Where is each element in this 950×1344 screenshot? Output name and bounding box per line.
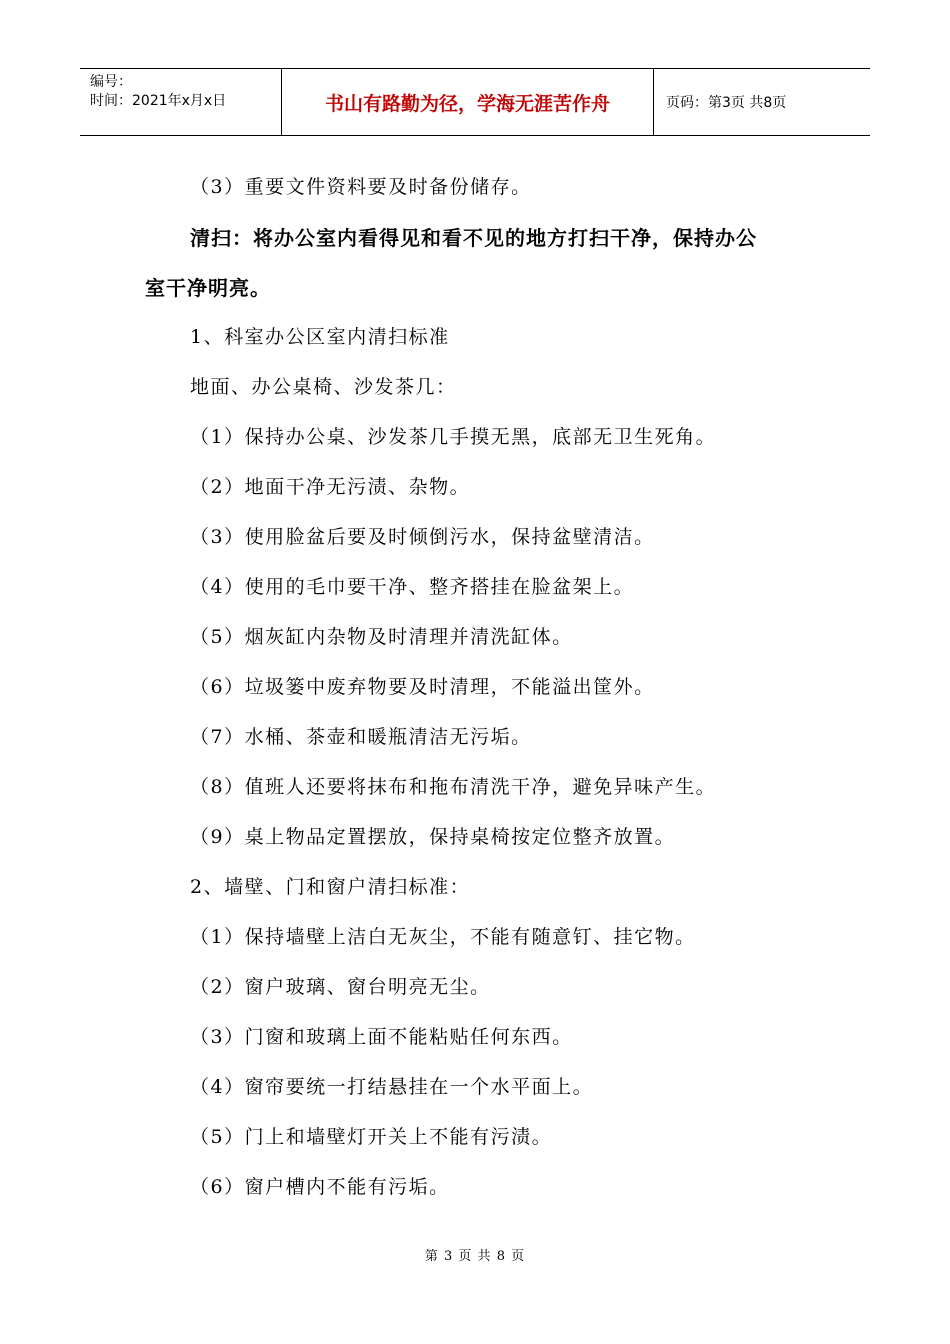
list-item: （8）值班人还要将抹布和拖布清洗干净，避免异味产生。 xyxy=(190,776,717,798)
page-header xyxy=(80,68,870,136)
page-footer: 第 3 页 共 8 页 xyxy=(424,1249,526,1264)
list-item: （4）窗帘要统一打结悬挂在一个水平面上。 xyxy=(190,1076,594,1098)
list-item: （9）桌上物品定置摆放，保持桌椅按定位整齐放置。 xyxy=(190,826,676,848)
list-item: （3）门窗和玻璃上面不能粘贴任何东西。 xyxy=(190,1026,573,1048)
subsection-heading: 2、墙壁、门和窗户清扫标准： xyxy=(190,876,471,898)
list-item: （4）使用的毛巾要干净、整齐搭挂在脸盆架上。 xyxy=(190,576,635,598)
list-item: （1）保持墙壁上洁白无灰尘，不能有随意钉、挂它物。 xyxy=(190,926,696,948)
list-item: （1）保持办公桌、沙发茶几手摸无黑，底部无卫生死角。 xyxy=(190,426,717,448)
subsection-heading: 1、科室办公区室内清扫标准 xyxy=(190,326,450,348)
header-motto: 书山有路勤为径，学海无涯苦作舟 xyxy=(282,69,654,135)
section-heading-cleaning-cont: 室干净明亮。 xyxy=(145,276,271,300)
time-label: 时间：2021年x月x日 xyxy=(90,93,227,109)
text-line: （3）重要文件资料要及时备份储存。 xyxy=(190,176,532,198)
header-page-code: 页码：第3页 共8页 xyxy=(666,95,787,111)
list-item: （3）使用脸盆后要及时倾倒污水，保持盆壁清洁。 xyxy=(190,526,655,548)
list-item: （5）烟灰缸内杂物及时清理并清洗缸体。 xyxy=(190,626,573,648)
list-item: （5）门上和墙壁灯开关上不能有污渍。 xyxy=(190,1126,553,1148)
number-label: 编号： xyxy=(90,74,132,90)
list-item: （6）垃圾篓中废弃物要及时清理，不能溢出筐外。 xyxy=(190,676,655,698)
list-item: （7）水桶、茶壶和暖瓶清洁无污垢。 xyxy=(190,726,532,748)
list-item: （2）地面干净无污渍、杂物。 xyxy=(190,476,471,498)
header-meta xyxy=(80,69,282,135)
list-item: （6）窗户槽内不能有污垢。 xyxy=(190,1176,450,1198)
section-heading-cleaning: 清扫：将办公室内看得见和看不见的地方打扫干净，保持办公 xyxy=(190,226,757,250)
text-line: 地面、办公桌椅、沙发茶几： xyxy=(190,376,457,398)
list-item: （2）窗户玻璃、窗台明亮无尘。 xyxy=(190,976,491,998)
